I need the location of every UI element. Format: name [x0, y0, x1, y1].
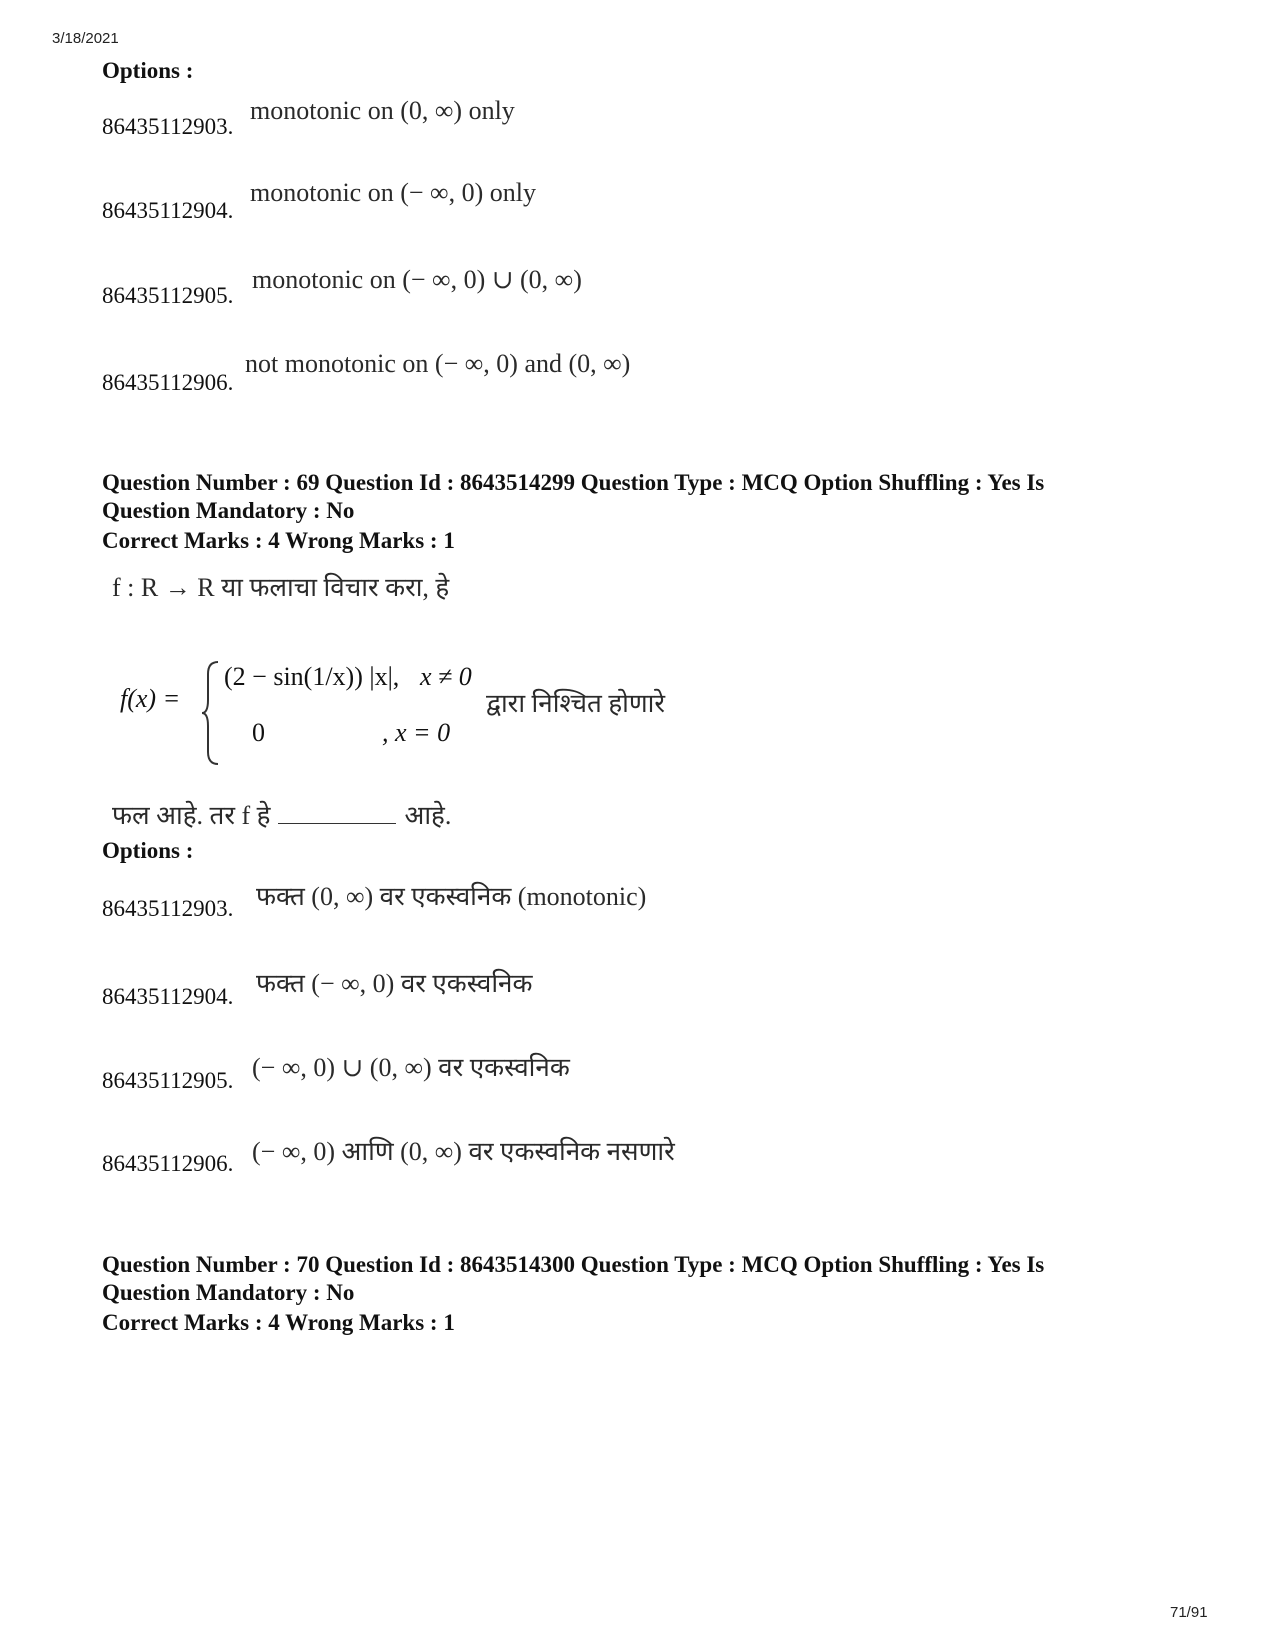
option-text: not monotonic on (− ∞, 0) and (0, ∞) [245, 349, 631, 378]
option-text: फक्त (0, ∞) वर एकस्वनिक (monotonic) [256, 882, 647, 911]
stem-text-a: फल आहे. तर f हे [112, 801, 271, 830]
formula-case2-cond: , x = 0 [382, 718, 451, 747]
question-meta-line: Question Mandatory : No [102, 1280, 355, 1305]
formula-case2-expr: 0 [252, 718, 265, 747]
option-id: 86435112903. [102, 114, 234, 139]
piecewise-formula [120, 658, 740, 788]
question-stem-line [112, 796, 451, 832]
option-text: (− ∞, 0) आणि (0, ∞) वर एकस्वनिक नसणारे [252, 1137, 675, 1166]
question-meta [102, 1251, 1182, 1307]
formula-lhs: f(x) = [120, 684, 181, 713]
question-meta-line: Question Number : 69 Question Id : 8643514299 Question Type : MCQ Option Shuffling : Yes Is [102, 470, 1045, 495]
page-number: 71/91 [1170, 1604, 1208, 1621]
question-meta-line: Question Number : 70 Question Id : 8643514300 Question Type : MCQ Option Shuffling : Yes Is [102, 1252, 1045, 1277]
options-label: Options : [102, 838, 194, 863]
question-meta [102, 469, 1182, 525]
answer-blank [278, 823, 396, 824]
option-text: monotonic on (0, ∞) only [250, 96, 515, 125]
stem-text-b: आहे. [404, 801, 452, 830]
option-id: 86435112904. [102, 198, 234, 223]
question-marks: Correct Marks : 4 Wrong Marks : 1 [102, 1310, 455, 1335]
print-date: 3/18/2021 [52, 30, 119, 47]
option-id: 86435112906. [102, 1151, 234, 1176]
question-stem-line: f : R → R या फलाचा विचार करा, हे [112, 573, 450, 602]
option-text: (− ∞, 0) ∪ (0, ∞) वर एकस्वनिक [252, 1053, 570, 1082]
options-label: Options : [102, 58, 194, 83]
left-brace-icon [200, 658, 224, 768]
option-text: monotonic on (− ∞, 0) ∪ (0, ∞) [252, 265, 582, 294]
formula-trailing-text: द्वारा निश्चित होणारे [486, 689, 666, 718]
option-id: 86435112906. [102, 370, 234, 395]
option-id: 86435112904. [102, 984, 234, 1009]
option-text: फक्त (− ∞, 0) वर एकस्वनिक [256, 969, 533, 998]
option-id: 86435112903. [102, 896, 234, 921]
option-id: 86435112905. [102, 283, 234, 308]
formula-case1-expr: (2 − sin(1/x)) |x|, [224, 662, 400, 691]
formula-case1-cond: x ≠ 0 [420, 662, 472, 691]
question-marks: Correct Marks : 4 Wrong Marks : 1 [102, 528, 455, 553]
option-id: 86435112905. [102, 1068, 234, 1093]
question-meta-line: Question Mandatory : No [102, 498, 355, 523]
option-text: monotonic on (− ∞, 0) only [250, 178, 536, 207]
